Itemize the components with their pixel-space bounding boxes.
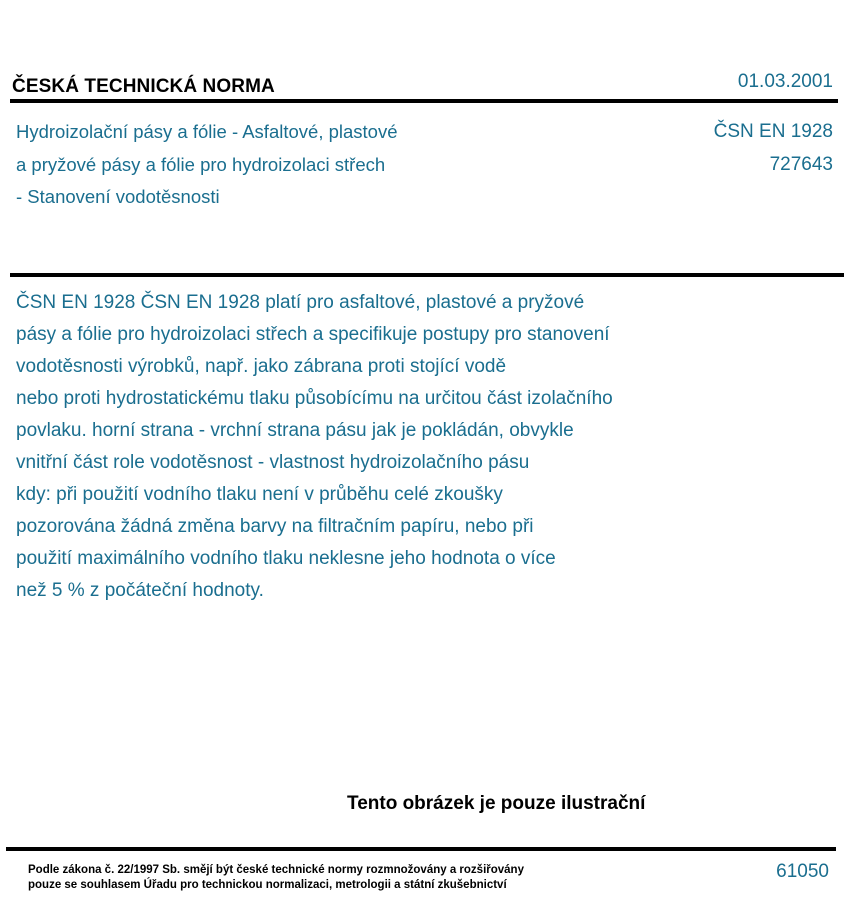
abstract-line: nebo proti hydrostatickému tlaku působícímu na určitou část izolačního [16, 388, 613, 409]
abstract-line: pásy a fólie pro hydroizolaci střech a specifikuje postupy pro stanovení [16, 324, 610, 345]
abstract-line: vodotěsnosti výrobků, např. jako zábrana proti stojící vodě [16, 356, 507, 377]
top-divider [10, 99, 838, 103]
abstract-line: ČSN EN 1928 ČSN EN 1928 platí pro asfaltové, plastové a pryžové [16, 292, 585, 313]
illustrative-note: Tento obrázek je pouze ilustrační [347, 793, 646, 814]
abstract-line: než 5 % z počáteční hodnoty. [16, 580, 264, 601]
bottom-divider [6, 847, 836, 851]
page-header-title: ČESKÁ TECHNICKÁ NORMA [12, 76, 275, 97]
standard-title-line: a pryžové pásy a fólie pro hydroizolaci střech [16, 153, 386, 175]
legal-notice-line: Podle zákona č. 22/1997 Sb. smějí být české technické normy rozmnožovány a rozšiřovány [28, 864, 524, 876]
legal-notice-line: pouze se souhlasem Úřadu pro technickou normalizaci, metrologii a státní zkušebnictví [28, 879, 507, 891]
abstract-line: pozorována žádná změna barvy na filtračním papíru, nebo při [16, 516, 534, 537]
standard-title [16, 116, 486, 214]
abstract-line: povlaku. horní strana - vrchní strana pásu jak je pokládán, obvykle [16, 420, 574, 441]
standard-title-line: Hydroizolační pásy a fólie - Asfaltové, plastové [16, 121, 398, 142]
standard-identifier [714, 116, 833, 181]
standard-title-line: - Stanovení vodotěsnosti [16, 186, 220, 207]
legal-notice [28, 863, 524, 893]
catalog-number: 61050 [776, 861, 829, 882]
abstract-line: kdy: při použití vodního tlaku není v průběhu celé zkoušky [16, 484, 503, 505]
abstract-line: vnitřní část role vodotěsnost - vlastnost hydroizolačního pásu [16, 452, 530, 473]
standard-number: 727643 [769, 153, 833, 175]
standard-code: ČSN EN 1928 [713, 121, 833, 142]
abstract-line: použití maximálního vodního tlaku neklesne jeho hodnota o více [16, 548, 556, 569]
issue-date: 01.03.2001 [737, 71, 833, 92]
abstract [16, 287, 716, 607]
middle-divider [10, 273, 844, 277]
